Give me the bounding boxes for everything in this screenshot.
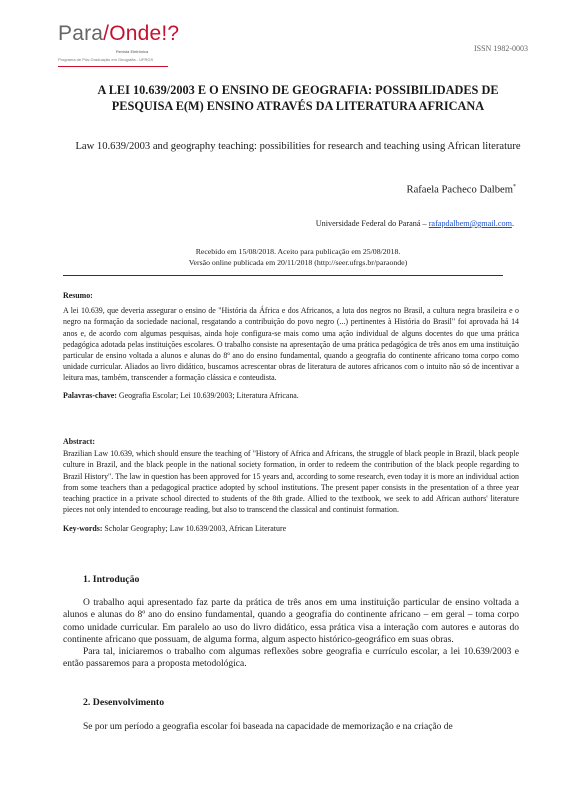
resumo-heading: Resumo: (63, 291, 93, 300)
resumo-block (63, 290, 519, 401)
desenvolvimento-paragraphs (63, 721, 519, 733)
logo-rule (58, 66, 168, 67)
abstract-keywords-label: Key-words: (63, 524, 103, 534)
publication-dates (70, 246, 526, 268)
abstract-text: Brazilian Law 10.639, which should ensure the teaching of "History of Africa and Africans, the struggle of black people in Brazil, black people culture in Brazil, and the black people in the national society formation, in order to redeem the contribution of the black people regarding to Brazil History". The law in question has been approved for 15 years and, according to some research, even today it is more an individual action from some teachers than a pedagogical practice adopted by school institutions. The present paper consists in the presentation of a three year teaching practice in a private school directed to students of the 8th grade. Allied to the textbook, we seek to add African authors' literature pieces not only intended to encourage reading, but also to transcend the classical and continuist formation. (63, 449, 519, 515)
author-text: Rafaela Pacheco Dalbem (406, 184, 513, 196)
resumo-text: A lei 10.639, que deveria assegurar o ensino de "História da África e dos Africanos, a luta dos negros no Brasil, a cultura negra brasileira e o negro na formação da sociedade nacional, resgatando a contribuição do povo negro (...) pertinentes à História do Brasil" foi aprovada há 14 anos e, de acordo com algumas pesquisas, ainda hoje configura-se mais como uma ação individual de alguns docentes do que uma prática pedagógica adotada pelas instituições escolares. O trabalho consiste na apresentação de uma prática pedagógica de três anos em uma instituição particular de ensino voltada a alunos e alunas do 8º ano do ensino fundamental, quando a geografia do continente africano toma corpo como unidade curricular. Aliados ao livro didático, buscamos acrescentar obras de literatura de autores africanos com o intuito não só de incentivar a leitura mas, também, transcender a formação clássica e conteudista. (63, 306, 519, 383)
logo-onde: Onde!? (109, 22, 180, 45)
received-date: Recebido em 15/08/2018. Aceito para publicação em 25/08/2018. (195, 247, 401, 256)
introducao-paragraph-2: Para tal, iniciaremos o trabalho com algumas reflexões sobre geografia e currículo escolar, a lei 10.639/2003 e então passaremos para a proposta metodológica. (63, 647, 519, 670)
logo-wordmark (58, 22, 179, 46)
online-date: Versão online publicada em 20/11/2018 (http://seer.ufrgs.br/paraonde) (188, 258, 408, 267)
desenvolvimento-paragraph-1: Se por um período a geografia escolar foi baseada na capacidade de memorização e na criação de (83, 722, 453, 732)
issn: ISSN 1982-0003 (473, 44, 528, 53)
logo-subtitle: Revista Eletrônica (116, 49, 149, 54)
author-name (407, 184, 516, 196)
affiliation-text: Universidade Federal do Paraná – (315, 219, 429, 228)
author-footnote-mark: * (513, 184, 516, 190)
divider (63, 275, 503, 276)
email-link[interactable]: rafapdalbem@gmail.com (428, 219, 512, 228)
resumo-keywords (63, 390, 519, 401)
introducao-paragraphs (63, 597, 519, 671)
abstract-keywords (63, 523, 519, 534)
section-desenvolvimento-heading: 2. Desenvolvimento (83, 697, 165, 708)
logo-program: Programa de Pós-Graduação em Geografia - UFRGS (58, 57, 154, 62)
logo-para: Para (58, 22, 104, 45)
resumo-keywords-text: Geografia Escolar; Lei 10.639/2003; Literatura Africana. (116, 390, 299, 400)
resumo-keywords-label: Palavras-chave: (63, 390, 117, 400)
article-title: A LEI 10.639/2003 E O ENSINO DE GEOGRAFIA: POSSIBILIDADES DE PESQUISA E(M) ENSINO ATRAVÉS DA LITERATURA AFRICANA (97, 83, 499, 113)
affiliation (316, 219, 514, 228)
logo-slash: / (103, 22, 110, 45)
abstract-keywords-text: Scholar Geography; Law 10.639/2003, African Literature (102, 524, 287, 534)
affiliation-end: . (511, 219, 514, 228)
abstract-heading: Abstract: (63, 437, 95, 446)
journal-logo (58, 22, 208, 72)
article-title-english: Law 10.639/2003 and geography teaching: possibilities for research and teaching using African literature (75, 141, 521, 152)
section-introducao-heading: 1. Introdução (83, 574, 140, 585)
introducao-paragraph-1: O trabalho aqui apresentado faz parte da prática de três anos em uma instituição particular de ensino voltada a alunos e alunas do 8º ano do ensino fundamental, quando a geografia do continente africano – em geral – toma corpo como unidade curricular. Em paralelo ao uso do livro didático, essa prática visa a interação com autores e autoras do continente africano que possuam, de alguma forma, algum aspecto histórico-geográfico em suas obras. (63, 598, 519, 645)
abstract-block (63, 436, 519, 535)
